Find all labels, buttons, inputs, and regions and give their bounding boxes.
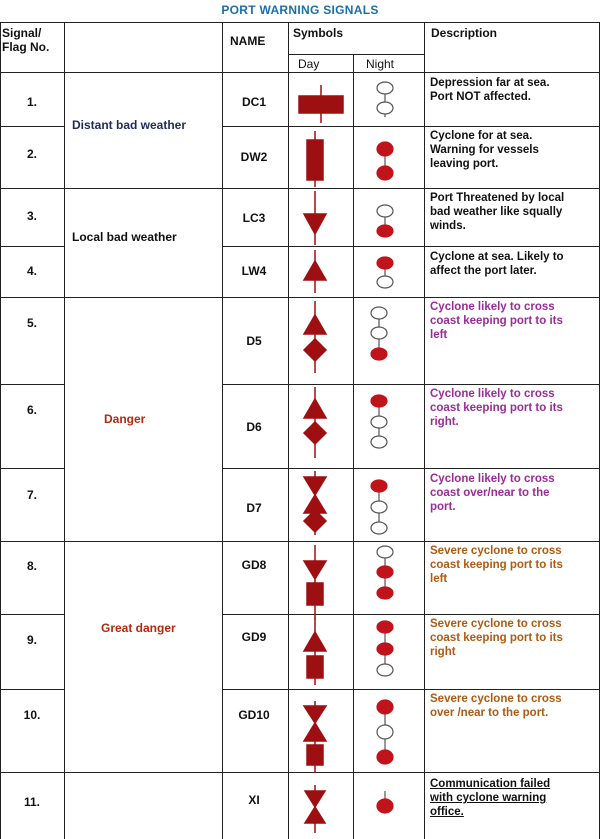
d6-day-symbol — [304, 387, 326, 458]
row-number: 7. — [26, 488, 37, 502]
gd10-night-symbol — [377, 700, 393, 764]
description-line: Communication failed — [430, 778, 551, 790]
gd9-day-symbol — [304, 618, 326, 685]
header-signal — [2, 26, 49, 54]
dc1-night-symbol — [377, 82, 393, 117]
description-line: coast keeping port to its — [430, 559, 563, 571]
category-danger: Danger — [104, 412, 146, 426]
description-line: Severe cyclone to cross — [430, 693, 562, 705]
description-line: Cyclone at sea. Likely to — [430, 251, 564, 263]
description — [430, 544, 596, 586]
lw4-day-symbol — [304, 250, 326, 293]
description-line: winds. — [430, 220, 466, 232]
description — [430, 777, 596, 819]
description-line: Severe cyclone to cross — [430, 618, 562, 630]
lc3-day-symbol — [304, 191, 326, 245]
description-line: with cyclone warning — [430, 792, 547, 804]
day-symbols-column — [289, 73, 353, 839]
header-signal-line1: Signal/ — [2, 26, 42, 40]
description-line: office. — [430, 806, 464, 818]
dw2-day-symbol — [307, 131, 323, 187]
header-night: Night — [366, 57, 395, 71]
signal-code: D5 — [246, 334, 262, 348]
d6-night-symbol — [371, 395, 387, 448]
category-local: Local bad weather — [72, 230, 177, 244]
description — [430, 191, 596, 233]
description-line: coast over/near to the — [430, 487, 550, 499]
description — [430, 692, 596, 720]
row-number: 1. — [26, 95, 37, 109]
gd10-day-symbol — [304, 701, 326, 773]
table-line — [0, 468, 64, 469]
description-line: bad weather like squally — [430, 206, 563, 218]
signal-code: GD10 — [238, 708, 270, 722]
description — [430, 617, 596, 659]
table-line — [424, 22, 425, 839]
signal-code: GD9 — [241, 630, 267, 644]
description-line: over /near to the port. — [430, 707, 549, 719]
table-line — [0, 246, 64, 247]
description — [430, 76, 596, 104]
description-line: Depression far at sea. — [430, 77, 550, 89]
header-name: NAME — [230, 34, 266, 48]
row-number: 11. — [23, 795, 41, 809]
gd8-night-symbol — [377, 546, 393, 599]
table-line — [0, 614, 64, 615]
header-symbols: Symbols — [293, 26, 344, 40]
table-line — [0, 126, 64, 127]
lc3-night-symbol — [377, 205, 393, 237]
table-line — [0, 22, 600, 23]
description — [430, 129, 596, 171]
header-day: Day — [298, 57, 320, 71]
d5-night-symbol — [371, 307, 387, 360]
description-line: Port NOT affected. — [430, 91, 531, 103]
description-line: port. — [430, 501, 456, 513]
xi-day-symbol — [305, 785, 325, 833]
gd9-night-symbol — [377, 621, 393, 676]
row-number: 3. — [26, 209, 37, 223]
table-line — [0, 384, 64, 385]
dc1-day-symbol — [299, 85, 343, 123]
header-signal-line2: Flag No. — [2, 40, 50, 54]
description-line: Cyclone likely to cross — [430, 388, 555, 400]
description-line: Cyclone for at sea. — [430, 130, 533, 142]
signal-code: DC1 — [241, 95, 266, 109]
night-symbols-column — [354, 73, 424, 839]
signal-code: D7 — [246, 501, 262, 515]
description-line: coast keeping port to its — [430, 402, 563, 414]
row-number: 4. — [26, 264, 37, 278]
category-great-danger: Great danger — [101, 621, 176, 635]
signal-code: D6 — [246, 420, 262, 434]
dw2-night-symbol — [377, 142, 393, 180]
category-distant: Distant bad weather — [72, 118, 187, 132]
signal-code: LC3 — [242, 211, 266, 225]
signal-code: DW2 — [240, 150, 268, 164]
header-description: Description — [431, 26, 498, 40]
page-title: PORT WARNING SIGNALS — [221, 3, 379, 17]
signal-code: LW4 — [241, 264, 267, 278]
description-line: leaving port. — [430, 158, 499, 170]
description-line: Cyclone likely to cross — [430, 473, 555, 485]
description-line: Severe cyclone to cross — [430, 545, 562, 557]
description-line: coast keeping port to its — [430, 632, 563, 644]
description-line: left — [430, 329, 448, 341]
description-line: Cyclone likely to cross — [430, 301, 555, 313]
description — [430, 387, 596, 429]
d5-day-symbol — [304, 301, 326, 373]
description-line: Warning for vessels — [430, 144, 539, 156]
description-line: right. — [430, 416, 459, 428]
row-number: 8. — [26, 559, 37, 573]
gd8-day-symbol — [304, 545, 326, 619]
description — [430, 250, 596, 278]
description-line: Port Threatened by local — [430, 192, 565, 204]
description-line: left — [430, 573, 448, 585]
row-number: 6. — [26, 403, 37, 417]
signal-code: GD8 — [241, 558, 267, 572]
row-number: 9. — [26, 633, 37, 647]
row-number: 5. — [26, 316, 37, 330]
d7-day-symbol — [304, 471, 326, 535]
row-number: 2. — [26, 147, 37, 161]
lw4-night-symbol — [377, 257, 393, 288]
xi-night-symbol — [377, 791, 393, 813]
row-number: 10. — [23, 708, 41, 722]
table-line — [64, 22, 65, 839]
d7-night-symbol — [371, 480, 387, 534]
description-line: coast keeping port to its — [430, 315, 563, 327]
description — [430, 300, 596, 342]
table-line — [0, 689, 64, 690]
signal-code: XI — [248, 793, 260, 807]
table-line — [288, 54, 424, 55]
description — [430, 472, 596, 514]
description-line: affect the port later. — [430, 265, 537, 277]
description-line: right — [430, 646, 456, 658]
